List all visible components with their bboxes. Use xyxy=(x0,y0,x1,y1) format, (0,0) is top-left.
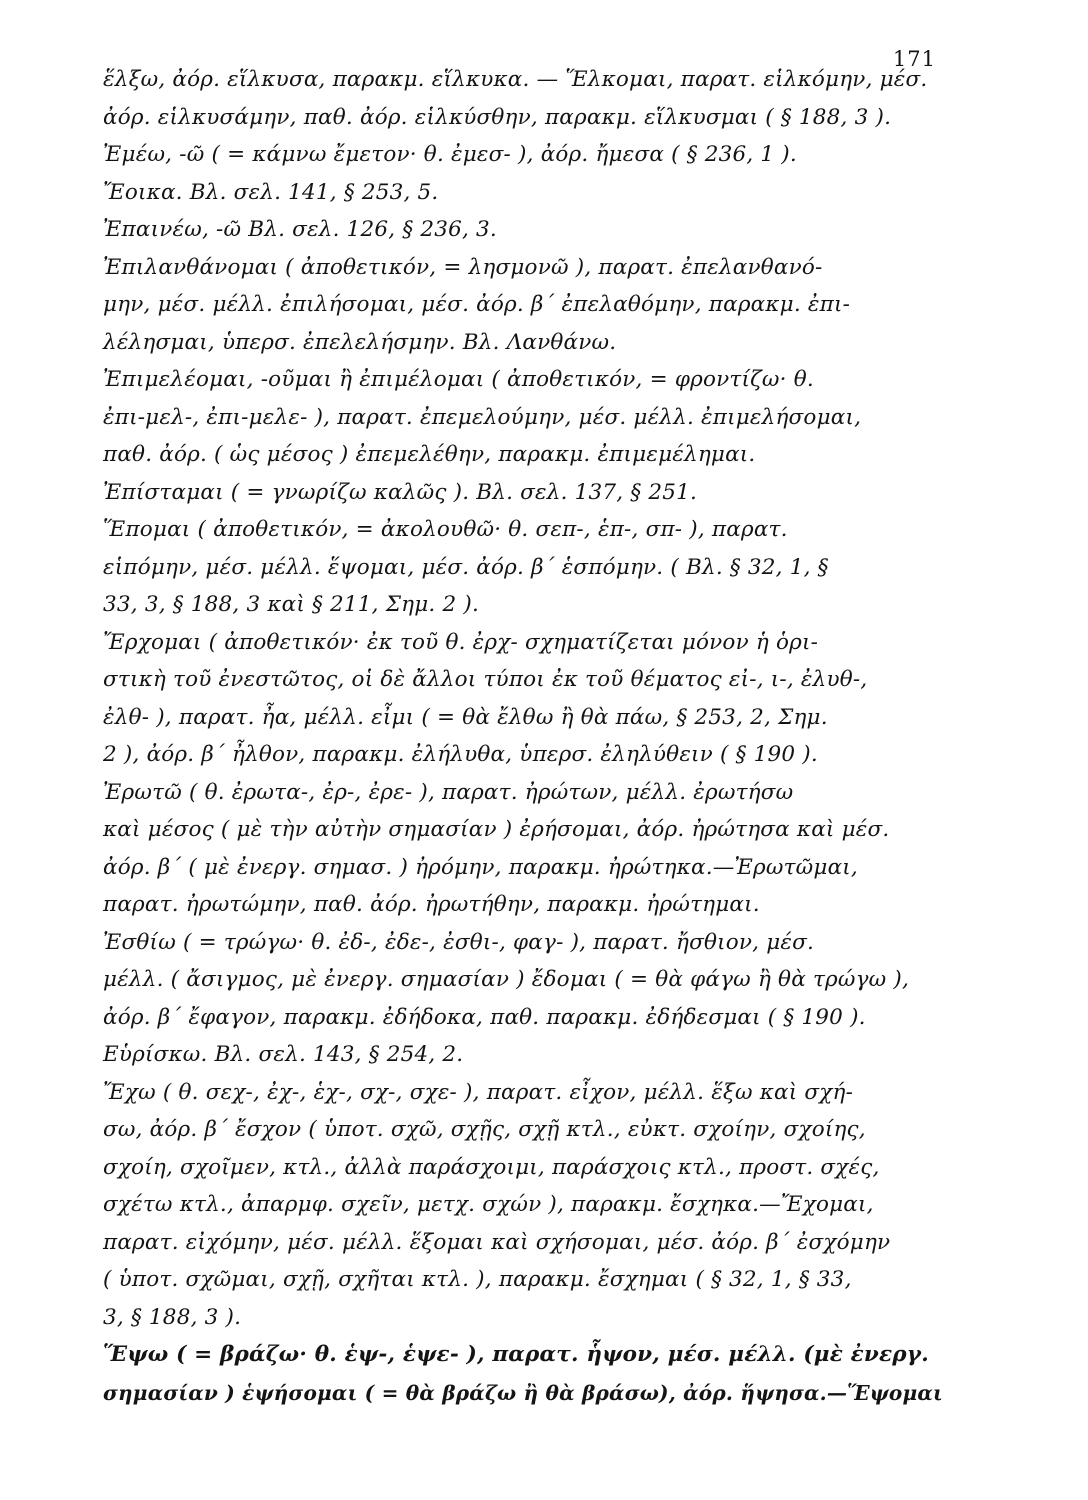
text-line: παρατ. εἰχόμην, μέσ. μέλλ. ἕξομαι καὶ σχήσομαι, μέσ. ἀόρ. β΄ ἐσχόμην xyxy=(103,1229,891,1255)
text-line: Ἐμέω, -ῶ ( = κάμνω ἔμετον· θ. ἐμεσ- ), ἀόρ. ἤμεσα ( § 236, 1 ). xyxy=(103,142,797,167)
text-line: Ἐπιλανθάνομαι ( ἀποθετικόν, = λησμονῶ ), παρατ. ἐπελανθανό- xyxy=(103,254,823,280)
text-line: Εὑρίσκω. Βλ. σελ. 143, § 254, 2. xyxy=(103,1042,464,1067)
text-line: εἱπόμην, μέσ. μέλλ. ἕψομαι, μέσ. ἀόρ. β΄ ἑσπόμην. ( Βλ. § 32, 1, § xyxy=(103,554,829,580)
text-line: στικὴ τοῦ ἐνεστῶτος, οἱ δὲ ἄλλοι τύποι ἐκ τοῦ θέματος εἰ-, ι-, ἐλυθ-, xyxy=(103,667,868,692)
text-line: Ἔρχομαι ( ἀποθετικόν· ἐκ τοῦ θ. ἐρχ- σχηματίζεται μόνον ἡ ὁρι- xyxy=(103,629,819,655)
text-line: ( ὑποτ. σχῶμαι, σχῇ, σχῆται κτλ. ), παρακμ. ἔσχημαι ( § 32, 1, § 33, xyxy=(103,1267,852,1292)
text-line: ἀόρ. β΄ ἔφαγον, παρακμ. ἐδήδοκα, παθ. παρακμ. ἐδήδεσμαι ( § 190 ). xyxy=(103,1004,866,1030)
text-line: 3, § 188, 3 ). xyxy=(103,1304,242,1330)
text-line: Ἐσθίω ( = τρώγω· θ. ἐδ-, ἐδε-, ἐσθι-, φαγ- ), παρατ. ἤσθιον, μέσ. xyxy=(103,929,815,955)
text-line: Ἔχω ( θ. σεχ-, ἐχ-, ἑχ-, σχ-, σχε- ), παρατ. εἶχον, μέλλ. ἕξω καὶ σχή- xyxy=(103,1079,854,1105)
text-line: Ἐπιμελέομαι, -οῦμαι ἢ ἐπιμέλομαι ( ἀποθετικόν, = φροντίζω· θ. xyxy=(103,367,814,392)
text-line: σχοίη, σχοῖμεν, κτλ., ἀλλὰ παράσχοιμι, παράσχοις κτλ., προστ. σχές, xyxy=(103,1154,880,1180)
text-line: Ἔοικα. Βλ. σελ. 141, § 253, 5. xyxy=(103,179,439,205)
text-line: ἐλθ- ), παρατ. ἦα, μέλλ. εἶμι ( = θὰ ἔλθω ἢ θὰ πάω, § 253, 2, Σημ. xyxy=(103,704,828,730)
text-line: σχέτω κτλ., ἀπαρμφ. σχεῖν, μετχ. σχών ), παρακμ. ἔσχηκα.—Ἔχομαι, xyxy=(103,1192,874,1217)
text-line: Ἕψω ( = βράζω· θ. ἑψ-, ἑψε- ), παρατ. ἧψον, μέσ. μέλλ. (μὲ ἐνεργ. xyxy=(103,1342,929,1367)
text-line: ἀόρ. εἱλκυσάμην, παθ. ἀόρ. εἱλκύσθην, παρακμ. εἵλκυσμαι ( § 188, 3 ). xyxy=(103,104,892,130)
text-line: σω, ἀόρ. β΄ ἔσχον ( ὑποτ. σχῶ, σχῇς, σχῇ κτλ., εὐκτ. σχοίην, σχοίης, xyxy=(103,1117,866,1142)
text-line: 2 ), ἀόρ. β΄ ἦλθον, παρακμ. ἐλήλυθα, ὑπερσ. ἐληλύθειν ( § 190 ). xyxy=(103,742,818,767)
text-line: Ἐπίσταμαι ( = γνωρίζω καλῶς ). Βλ. σελ. 137, § 251. xyxy=(103,479,698,505)
page-number: 171 xyxy=(892,47,936,71)
text-line: λέλησμαι, ὑπερσ. ἐπελελήσμην. Βλ. Λανθάνω. xyxy=(103,329,617,355)
text-line: ἀόρ. β΄ ( μὲ ἐνεργ. σημασ. ) ἠρόμην, παρακμ. ἠρώτηκα.—Ἐρωτῶμαι, xyxy=(103,854,858,880)
text-line: μην, μέσ. μέλλ. ἐπιλήσομαι, μέσ. ἀόρ. β΄ ἐπελαθόμην, παρακμ. ἐπι- xyxy=(103,292,851,317)
text-line: ἐπι-μελ-, ἐπι-μελε- ), παρατ. ἐπεμελούμην, μέσ. μέλλ. ἐπιμελήσομαι, xyxy=(103,404,862,430)
text-line: παθ. ἀόρ. ( ὡς μέσος ) ἐπεμελέθην, παρακμ. ἐπιμεμέλημαι. xyxy=(103,442,756,467)
text-line: Ἐπαινέω, -ῶ Βλ. σελ. 126, § 236, 3. xyxy=(103,217,497,242)
text-line: μέλλ. ( ἄσιγμος, μὲ ἐνεργ. σημασίαν ) ἔδομαι ( = θὰ φάγω ἢ θὰ τρώγω ), xyxy=(103,967,910,992)
text-line: σημασίαν ) ἑψήσομαι ( = θὰ βράζω ἢ θὰ βράσω), ἀόρ. ἥψησα.—Ἕψομαι xyxy=(103,1380,943,1405)
text-line: ἕλξω, ἀόρ. εἵλκυσα, παρακμ. εἵλκυκα. — Ἕλκομαι, παρατ. εἱλκόμην, μέσ. xyxy=(103,67,928,92)
text-line: καὶ μέσος ( μὲ τὴν αὐτὴν σημασίαν ) ἐρήσομαι, ἀόρ. ἠρώτησα καὶ μέσ. xyxy=(103,817,890,842)
text-line: παρατ. ἠρωτώμην, παθ. ἀόρ. ἠρωτήθην, παρακμ. ἠρώτημαι. xyxy=(103,892,760,917)
text-line: 33, 3, § 188, 3 καὶ § 211, Σημ. 2 ). xyxy=(103,592,480,617)
text-line: Ἐρωτῶ ( θ. ἐρωτα-, ἐρ-, ἐρε- ), παρατ. ἠρώτων, μέλλ. ἐρωτήσω xyxy=(103,779,794,805)
text-line: Ἕπομαι ( ἀποθετικόν, = ἀκολουθῶ· θ. σεπ-, ἑπ-, σπ- ), παρατ. xyxy=(103,517,788,542)
